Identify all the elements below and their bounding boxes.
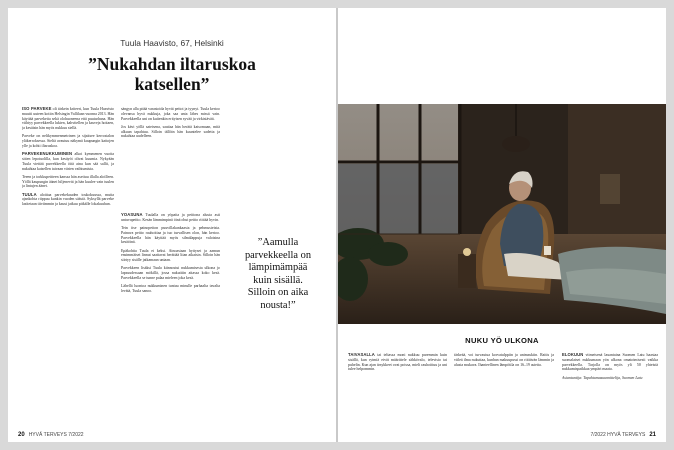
paragraph: [348, 353, 447, 372]
pull-quote-line: kuin sisällä.: [253, 274, 303, 286]
paragraph: [121, 213, 220, 223]
balcony-photo: [338, 104, 666, 324]
paragraph-text: alkoi kymmenen vuotta sitten lepotuolilla, kun kesäyöt olivat kuumia. Nykyään Tuula viettää parvekkeella öitä aina kun sää sallii, ja nukahtaa katsellen taivaan värien vaihtumista.: [22, 152, 114, 171]
pull-quote: [230, 237, 326, 312]
expert-credit: [562, 376, 658, 381]
paragraph-lead: TUULA: [22, 191, 37, 197]
paragraph-text: tai teltassa moni nukkuu paremmin kuin sisällä, kun rytmiä eivät määrittele sähkövalo, televisio tai puhelin. Kun ajan ärsykkeet ovat poissa, mieli rauhoittuu ja uni tulee helpommin.: [348, 353, 447, 372]
paragraph: [121, 125, 220, 139]
magazine-name: 7/2022 HYVÄ TERVEYS: [590, 432, 646, 438]
paragraph-text: Teeen ja torkkupeitteen kanssa hän asettuu illalla aloilleen. Yöllä kaupungin äänet hiljenevät ja hän kuulee vain tuulen ja lintujen äänet.: [22, 174, 114, 189]
paragraph-text: Jos kävi yöllä sateisena, saattaa hän herätä katsomaan, mitä alkuun tapahtuu. Silloin tällöin hän kuuntelee sadetta ja nukahtaa uudelleen.: [121, 124, 220, 139]
paragraph: [121, 284, 220, 294]
paragraph-text: viimeisenä lauantaina Suomen Latu haastaa suomalaiset nukkumaan yön ulkona omatoimisesti vaikka parvekkeella. Tarjolla on myös yli 50 yhteistä nukkumispaikkaa ympäri maata.: [562, 353, 658, 372]
pull-quote-line: lämpimämpää: [248, 262, 308, 273]
paragraph-text: aloittaa parvekekauden toukokuussa, mutta ajankohta riippuu kunkin vuoden säästä. Syksyllä parveke lasitetaan tiiviimmin ja kausi jatkuu pitkälle lokakuuhun.: [22, 192, 114, 207]
sidebar-column-3: [562, 353, 658, 423]
paragraph: [22, 152, 114, 171]
paragraph-lead: PARVEKENUKKUMINEN: [22, 151, 73, 157]
paragraph-text: Parveke on nelikymmenmetrinen ja sijaitsee kerrostalon yläkerroksessa. Sieltä avautuu näkymä kaupungin kattojen ylle ja kohti iltaruskoa.: [22, 134, 114, 148]
paragraph-text: Lähellä luontoa nukkuminen tuntuu minulle parhaalta tavalta levätä, Tuula sanoo.: [121, 284, 220, 293]
paragraph: [121, 266, 220, 280]
left-page: [8, 8, 336, 442]
paragraph-lead: TAIVASALLA: [348, 353, 375, 357]
paragraph: [121, 107, 220, 121]
right-page: [338, 8, 666, 442]
paragraph: [22, 134, 114, 148]
balcony-night-illustration: [338, 104, 666, 324]
paragraph: [22, 193, 114, 207]
pull-quote-line: parvekkeella on: [244, 249, 312, 261]
page-footer-right: [590, 432, 656, 438]
paragraph-text: sängyn alla pitää varastoida hyvät peitot ja tyynyt. Tuula kertoo olevansa hyvä nukkuja, joka saa unta lähes missä vain. Parvekkeella uni on kuitenkin erityisen syvää ja virkistävää.: [121, 107, 220, 121]
paragraph-text: Tuulalla on yöpaita ja peittona alusta asti untuvapeitto. Kesän lämmimpinä öinä ohut peitto riittää hyvin.: [121, 213, 220, 222]
paragraph-text: Asiantuntija: Tapahtumasuunnittelija, Suomen Latu: [562, 375, 643, 380]
pull-quote-line: Silloin on aika: [247, 287, 309, 298]
paragraph: [562, 353, 658, 372]
section-title: NUKU YÖ ULKONA: [465, 336, 539, 345]
pull-quote-line: nousta!”: [260, 299, 296, 311]
headline: [28, 54, 316, 94]
page-number: 20: [18, 432, 25, 438]
headline-line: ”Nukahdan iltaruskoa: [88, 54, 256, 74]
paragraph: [121, 249, 220, 263]
paragraph-lead: ISO PARVEKE: [22, 107, 52, 111]
paragraph-text: oli tärkein kriteeri, kun Tuula Haavisto muutti uuteen kotiin Helsingin Vallilaan vuonna 2013. Hän käyttää parveketta sekä olohuoneena että puutarhana. Hän viihtyy parvekkeella lukien, kahvitellen ja kasveja hoitaen, ja kesäisin hän myös nukkuu siellä.: [22, 107, 114, 131]
body-column-2-top: [121, 107, 220, 207]
paragraph: [22, 107, 114, 131]
paragraph: [121, 226, 220, 245]
paragraph-text: tärkeää, voi turvautua korvatulppiin ja unimaskiin. Raitis ja viileä ilma nukuttaa, kunhan makuupussi on riittävän lämmin ja alusta mukava. Ihanteellinen lämpötila on 16–19 astetta.: [454, 353, 554, 367]
body-column-2-bottom: [121, 213, 220, 409]
sidebar-column-2: [454, 353, 554, 423]
paragraph: [22, 175, 114, 189]
pull-quote-line: ”Aamulla: [257, 237, 299, 248]
page-footer-left: [18, 432, 84, 438]
body-column-1: [22, 107, 114, 411]
magazine-name: HYVÄ TERVEYS 7/2022: [28, 432, 84, 438]
paragraph: [454, 353, 554, 367]
byline: Tuula Haavisto, 67, Helsinki: [120, 38, 224, 48]
paragraph-lead: ELOKUUN: [562, 353, 584, 357]
paragraph-lead: YÖASUNA: [121, 213, 143, 217]
paragraph-text: Epäkohtia Tuula ei keksi. Ainoastaan hyttyset ja aamun ensimmäiset linnut saattavat herättää liian aikaisin. Silloin hän siirtyy sisälle jatkamaan uniaan.: [121, 248, 220, 263]
paragraph-text: Parvekkeen lisäksi Tuula kiinnostui nukkumisesta ulkona jo lapsuudessaan mökillä, jossa nukuttiin aitassa koko kesä. Parvekkeella se tunne palaa mieleen joka kesä.: [121, 266, 220, 280]
sidebar-column-1: [348, 353, 447, 423]
headline-line: katsellen”: [134, 74, 210, 94]
page-number: 21: [649, 432, 656, 438]
paragraph-text: Tein itse painopeiton puuvillakankaasta ja pehmusteista. Painava peitto rauhoittaa ja tuo turvallisen olon, hän kertoo. Parvekkeella hän käyttää myös silmälappuja valoisina kesäöinä.: [121, 225, 220, 245]
